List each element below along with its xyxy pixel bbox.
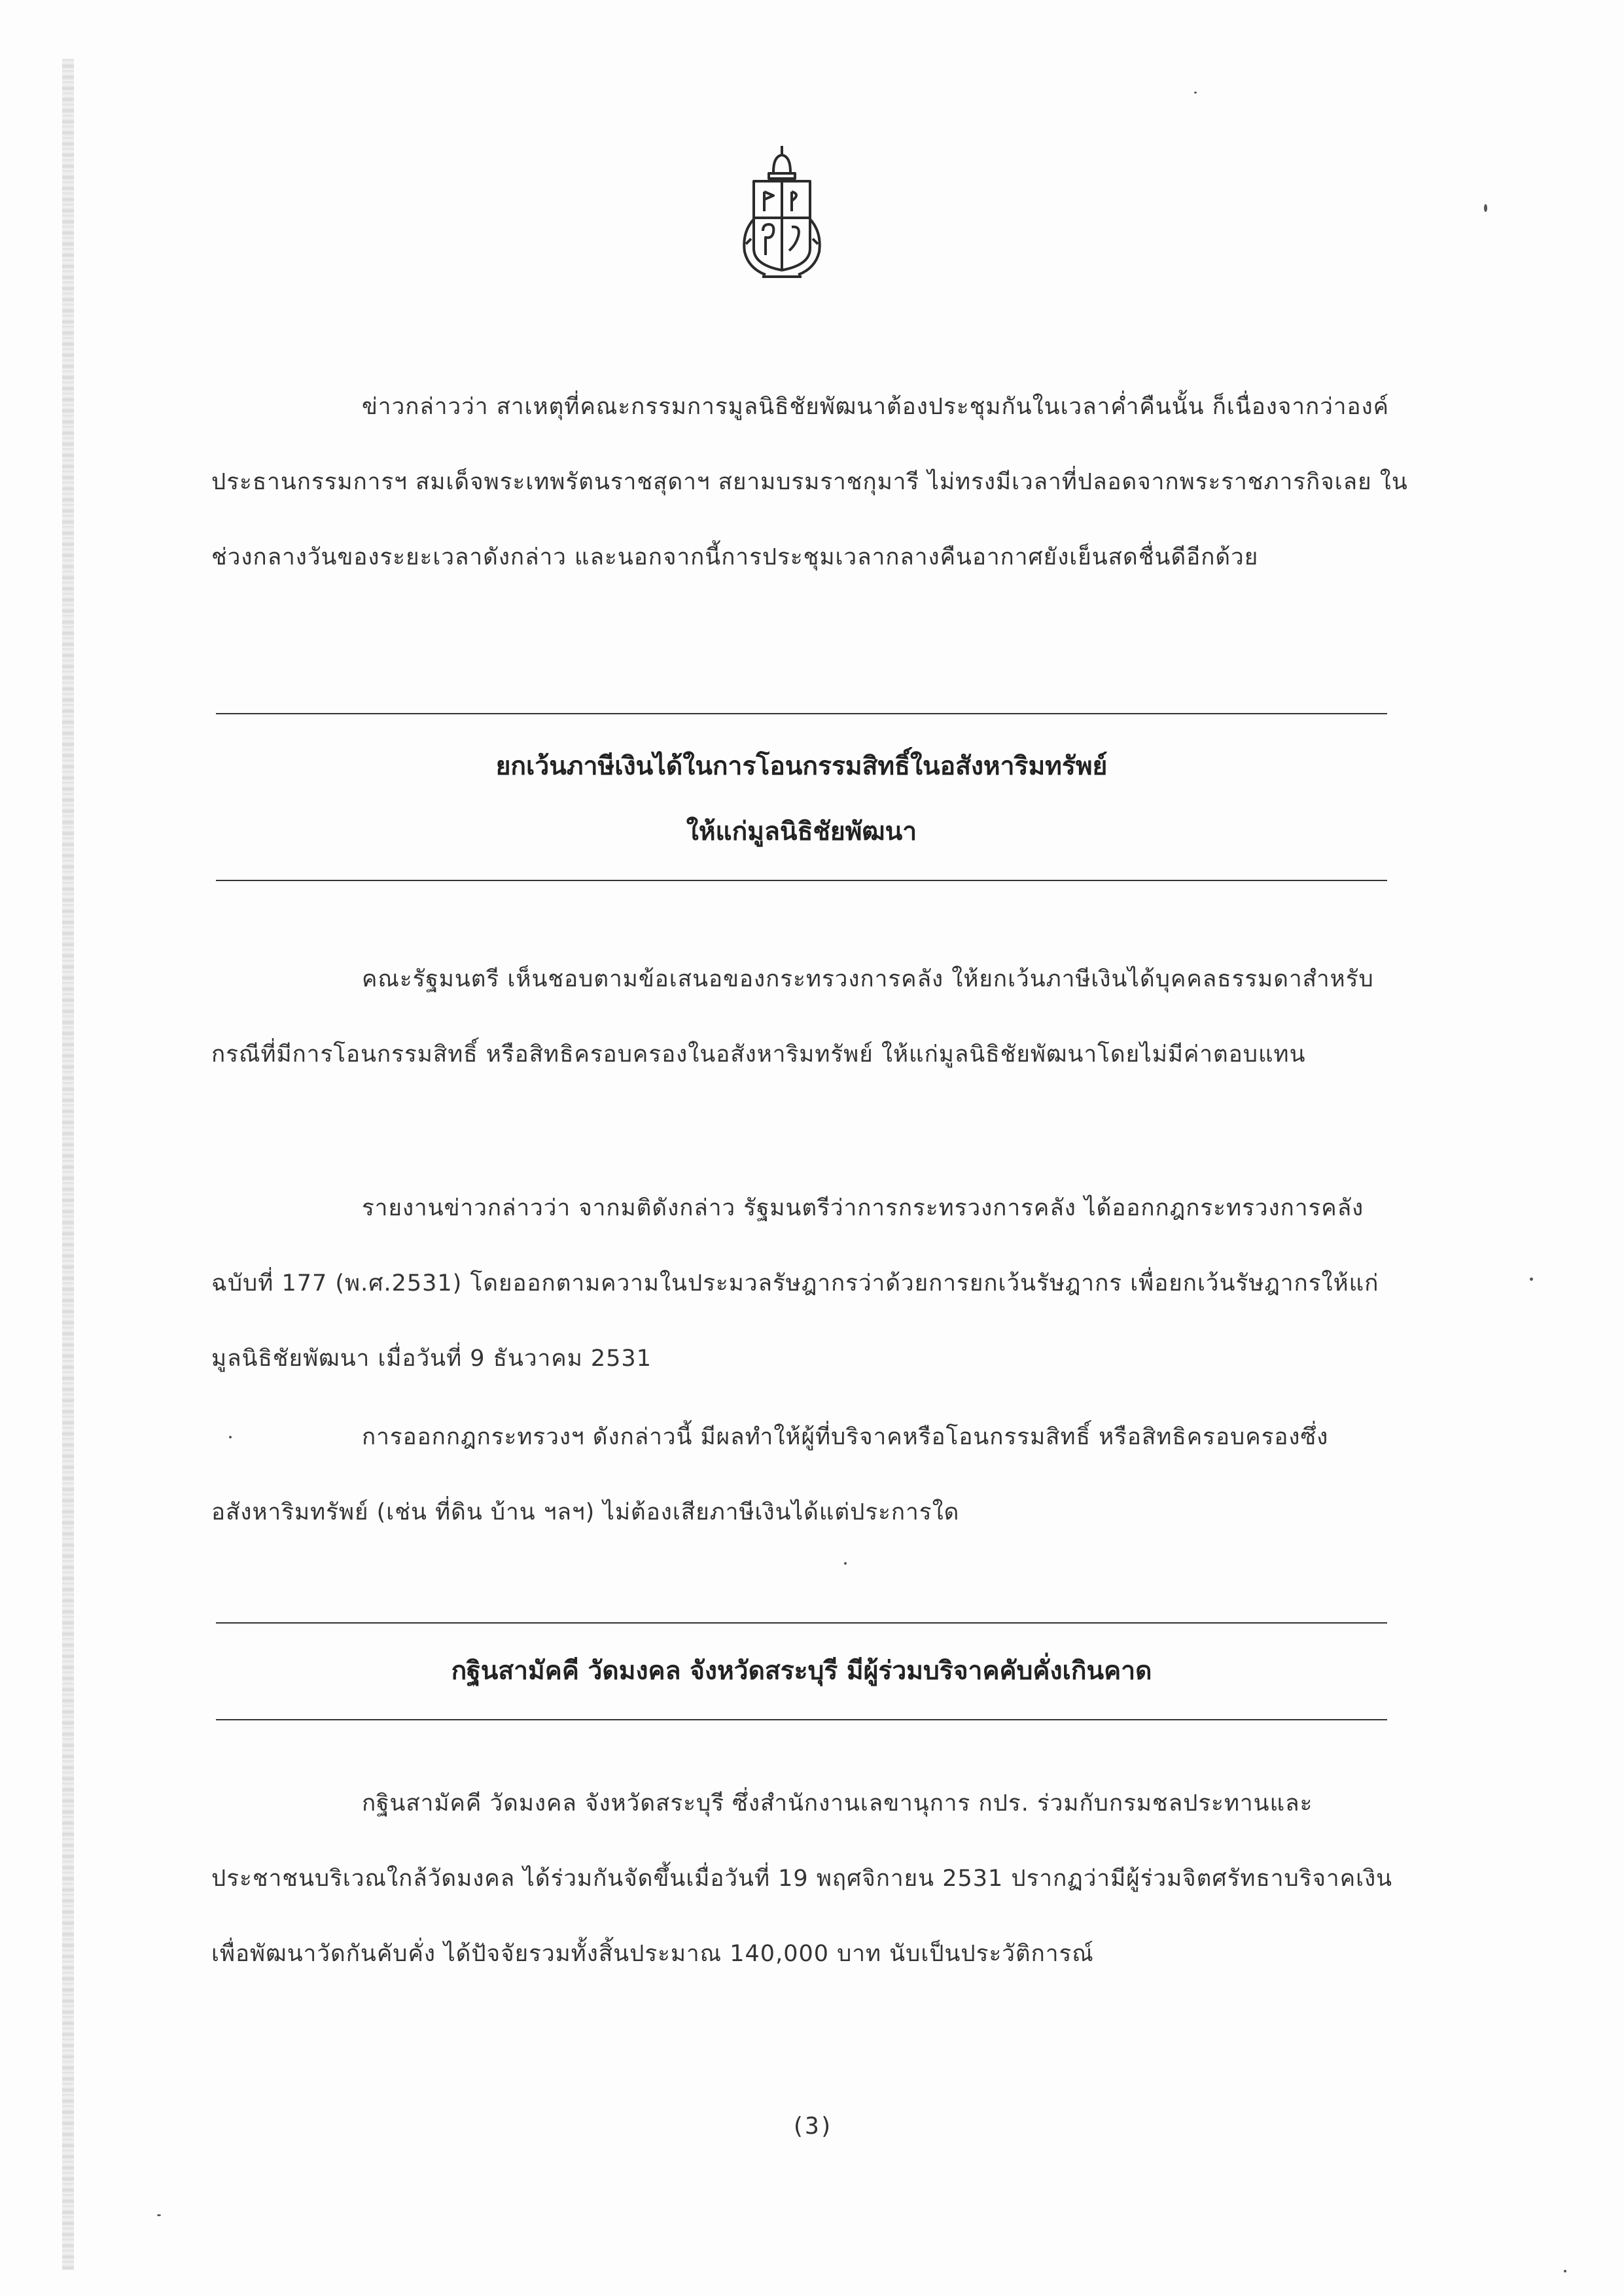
section-divider-top-1 [216, 713, 1387, 714]
section-divider-bottom-2 [216, 1719, 1387, 1720]
scan-edge-shadow [62, 59, 74, 2270]
scan-speck [1194, 92, 1197, 94]
section-divider-top-2 [216, 1622, 1387, 1624]
regulation-effect-paragraph: การออกกฎกระทรวงฯ ดังกล่าวนี้ มีผลทำให้ผู้ที่บริจาคหรือโอนกรรมสิทธิ์ หรือสิทธิครอบครองซึ่งอสังหาริมทรัพย์ (เช่น ที่ดิน บ้าน ฯลฯ) ไม่ต้องเสียภาษีเงินได้แต่ประการใด [211, 1424, 1329, 1525]
scan-speck [229, 1436, 232, 1438]
section-heading-tax-exemption-line2: ให้แก่มูลนิธิชัยพัฒนา [686, 817, 917, 846]
scan-speck [1564, 2270, 1566, 2272]
page-number: (3) [790, 2113, 834, 2140]
section-heading-kathin: กฐินสามัคคี วัดมงคล จังหวัดสระบุรี มีผู้ร่วมบริจาคคับคั่งเกินคาด [451, 1656, 1152, 1686]
scan-speck [1484, 204, 1487, 212]
section-heading-tax-exemption-line1: ยกเว้นภาษีเงินได้ในการโอนกรรมสิทธิ์ในอสังหาริมทรัพย์ [495, 752, 1108, 781]
intro-paragraph: ข่าวกล่าวว่า สาเหตุที่คณะกรรมการมูลนิธิชัยพัฒนาต้องประชุมกันในเวลาค่ำคืนนั้น ก็เนื่องจากว่าองค์ประธานกรรมการฯ สมเด็จพระเทพรัตนราชสุดาฯ สยามบรมราชกุมารี ไม่ทรงมีเวลาที่ปลอดจากพระราชภารกิจเลย ในช่วงกลางวันของระยะเวลาดังกล่าว และนอกจากนี้การประชุมเวลากลางคืนอากาศยังเย็นสดชื่นดีอีกด้วย [211, 394, 1408, 570]
ministerial-regulation-paragraph: รายงานข่าวกล่าวว่า จากมติดังกล่าว รัฐมนตรีว่าการกระทรวงการคลัง ได้ออกกฎกระทรวงการคลัง ฉบับที่ 177 (พ.ศ.2531) โดยออกตามความในประมวลรัษฎากรว่าด้วยการยกเว้นรัษฎากร เพื่อยกเว้นรัษฎากรให้แก่มูลนิธิชัยพัฒนา เมื่อวันที่ 9 ธันวาคม 2531 [211, 1195, 1379, 1372]
royal-foundation-emblem-icon [733, 141, 831, 281]
scan-speck [1530, 1278, 1533, 1281]
cabinet-approval-paragraph: คณะรัฐมนตรี เห็นชอบตามข้อเสนอของกระทรวงการคลัง ให้ยกเว้นภาษีเงินได้บุคคลธรรมดาสำหรับกรณีที่มีการโอนกรรมสิทธิ์ หรือสิทธิครอบครองในอสังหาริมทรัพย์ ให้แก่มูลนิธิชัยพัฒนาโดยไม่มีค่าตอบแทน [211, 966, 1374, 1068]
scan-speck [157, 2214, 161, 2216]
section-divider-bottom-1 [216, 880, 1387, 881]
kathin-paragraph: กฐินสามัคคี วัดมงคล จังหวัดสระบุรี ซึ่งสำนักงานเลขานุการ กปร. ร่วมกับกรมชลประทานและประชาชนบริเวณใกล้วัดมงคล ได้ร่วมกันจัดขึ้นเมื่อวันที่ 19 พฤศจิกายน 2531 ปรากฏว่ามีผู้ร่วมจิตศรัทธาบริจาคเงินเพื่อพัฒนาวัดกันคับคั่ง ได้ปัจจัยรวมทั้งสิ้นประมาณ 140,000 บาท นับเป็นประวัติการณ์ [211, 1790, 1393, 1967]
scan-speck [844, 1562, 847, 1565]
